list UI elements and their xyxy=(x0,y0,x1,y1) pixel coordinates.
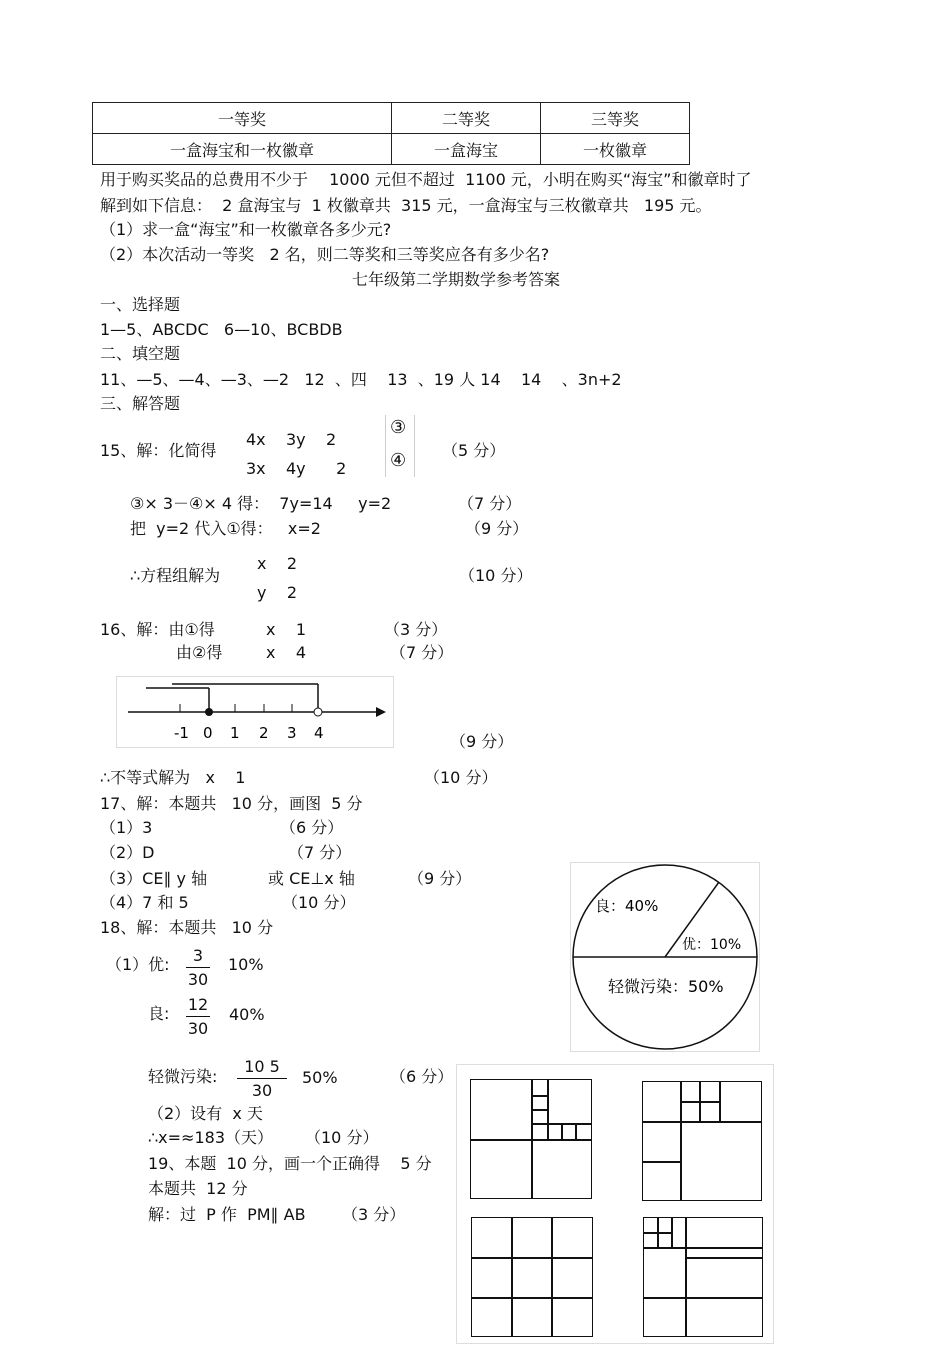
q15-eq1: 4x 3y 2 xyxy=(246,430,337,449)
number-line-figure xyxy=(116,676,394,748)
q18-heading: 18、解：本题共 10 分 xyxy=(100,918,274,937)
q15-score-2: （7 分） xyxy=(458,494,522,513)
closed-point-icon xyxy=(205,708,213,716)
partition-square-3 xyxy=(471,1217,593,1337)
q15-step-2: 把 y=2 代入①得： x=2 xyxy=(130,519,321,538)
problem-q2: （2）本次活动一等奖 2 名，则二等奖和三等奖应各有多少名? xyxy=(100,245,550,264)
q16-result-1: x 1 xyxy=(266,620,306,639)
pie-label-excellent: 优：10% xyxy=(682,937,742,953)
q17-answer-3b: 或 CE⊥x 轴 xyxy=(268,869,355,888)
q17-answer-4: （4）7 和 5 xyxy=(100,893,189,912)
q15-label: 15、解：化简得 xyxy=(100,441,217,460)
section-1-answers: 1—5、ABCDC 6—10、BCBDB xyxy=(100,320,343,339)
q17-answer-2: （2）D xyxy=(100,843,155,862)
q17-heading: 17、解：本题共 10 分，画图 5 分 xyxy=(100,794,363,813)
q18-percent-2: 40% xyxy=(229,1005,265,1024)
q15-score-4: （10 分） xyxy=(459,566,533,585)
q16-step-1: 16、解：由①得 xyxy=(100,620,215,639)
tick-label: -1 xyxy=(174,724,189,742)
tick-label: 2 xyxy=(259,724,269,742)
q18-part-2: （2）设有 x 天 xyxy=(148,1104,263,1123)
q16-score-2: （7 分） xyxy=(390,643,454,662)
q18-percent-1: 10% xyxy=(228,955,264,974)
arrow-icon xyxy=(376,707,386,717)
q15-score-1: （5 分） xyxy=(442,441,506,460)
open-point-icon xyxy=(314,708,322,716)
q19-line-3: 解：过 P 作 PM∥ AB xyxy=(148,1205,306,1224)
q18-percent-3: 50% xyxy=(302,1068,338,1087)
q18-score-10: （10 分） xyxy=(305,1128,379,1147)
q15-eq2: 3x 4y 2 xyxy=(246,459,347,478)
prize-cell-1: 一盒海宝和一枚徽章 xyxy=(93,134,392,165)
partition-square-2 xyxy=(642,1081,762,1201)
q15-solution-x: x 2 xyxy=(257,554,297,573)
q16-score-3: （9 分） xyxy=(450,732,514,751)
problem-line-1: 用于购买奖品的总费用不少于 1000 元但不超过 1100 元，小明在购买“海宝”和徽章时了 xyxy=(100,170,752,189)
section-1-heading: 一、选择题 xyxy=(100,295,181,314)
pie-label-good: 良：40% xyxy=(595,897,659,915)
tick-label: 4 xyxy=(314,724,324,742)
q16-score-4: （10 分） xyxy=(424,768,498,787)
q18-fraction-3: 10 5 30 xyxy=(237,1057,287,1100)
q16-step-2: 由②得 xyxy=(176,643,223,662)
q16-result-2: x 4 xyxy=(266,643,306,662)
q18-fraction-1: 3 30 xyxy=(187,946,209,989)
prize-header-1: 一等奖 xyxy=(93,103,392,134)
q15-step-1: ③× 3－④× 4 得： 7y=14 y=2 xyxy=(130,494,392,513)
prize-header-2: 二等奖 xyxy=(392,103,541,134)
prize-table xyxy=(92,102,690,165)
problem-q1: （1）求一盒“海宝”和一枚徽章各多少元? xyxy=(100,220,392,239)
section-2-answers: 11、—5、—4、—3、—2 12 、四 13 、19 人 14 14 、3n+2 xyxy=(100,370,622,389)
tick-label: 3 xyxy=(287,724,297,742)
q15-mark-3: ③ xyxy=(390,417,407,438)
q15-score-3: （9 分） xyxy=(465,519,529,538)
q18-label-excellent: （1）优: xyxy=(106,955,170,974)
answer-title: 七年级第二学期数学参考答案 xyxy=(352,270,561,289)
pie-chart-figure xyxy=(570,862,760,1052)
section-3-heading: 三、解答题 xyxy=(100,394,181,413)
prize-cell-2: 一盒海宝 xyxy=(392,134,541,165)
q15-mark-4: ④ xyxy=(390,450,407,471)
q17-score-3: （9 分） xyxy=(408,869,472,888)
q16-conclusion: ∴不等式解为 x 1 xyxy=(100,768,246,787)
square-partition-figures xyxy=(456,1064,774,1344)
pie-label-light-pollution: 轻微污染：50% xyxy=(608,977,724,996)
prize-header-3: 三等奖 xyxy=(541,103,690,134)
tick-label: 0 xyxy=(203,724,213,742)
prize-cell-3: 一枚徽章 xyxy=(541,134,690,165)
q17-answer-1: （1）3 xyxy=(100,818,153,837)
partition-square-4 xyxy=(643,1217,763,1337)
q19-line-1: 19、本题 10 分，画一个正确得 5 分 xyxy=(148,1154,432,1173)
q18-label-good: 良: xyxy=(148,1004,170,1023)
q15-solution-y: y 2 xyxy=(257,583,297,602)
section-2-heading: 二、填空题 xyxy=(100,344,181,363)
q19-score-3: （3 分） xyxy=(342,1205,406,1224)
problem-line-2: 解到如下信息： 2 盒海宝与 1 枚徽章共 315 元，一盒海宝与三枚徽章共 195 元。 xyxy=(100,196,712,215)
q19-line-2: 本题共 12 分 xyxy=(148,1179,248,1198)
q16-score-1: （3 分） xyxy=(384,620,448,639)
q18-part-2b: ∴x=≈183（天） xyxy=(148,1128,274,1147)
q18-score-6: （6 分） xyxy=(390,1067,454,1086)
q15-step-3: ∴方程组解为 xyxy=(130,566,221,585)
q18-label-light-pollution: 轻微污染: xyxy=(148,1067,218,1086)
q17-score-1: （6 分） xyxy=(280,818,344,837)
q18-fraction-2: 12 30 xyxy=(187,995,209,1038)
q17-score-4: （10 分） xyxy=(282,893,356,912)
q17-score-2: （7 分） xyxy=(288,843,352,862)
tick-label: 1 xyxy=(230,724,240,742)
q17-answer-3: （3）CE∥ y 轴 xyxy=(100,869,208,888)
